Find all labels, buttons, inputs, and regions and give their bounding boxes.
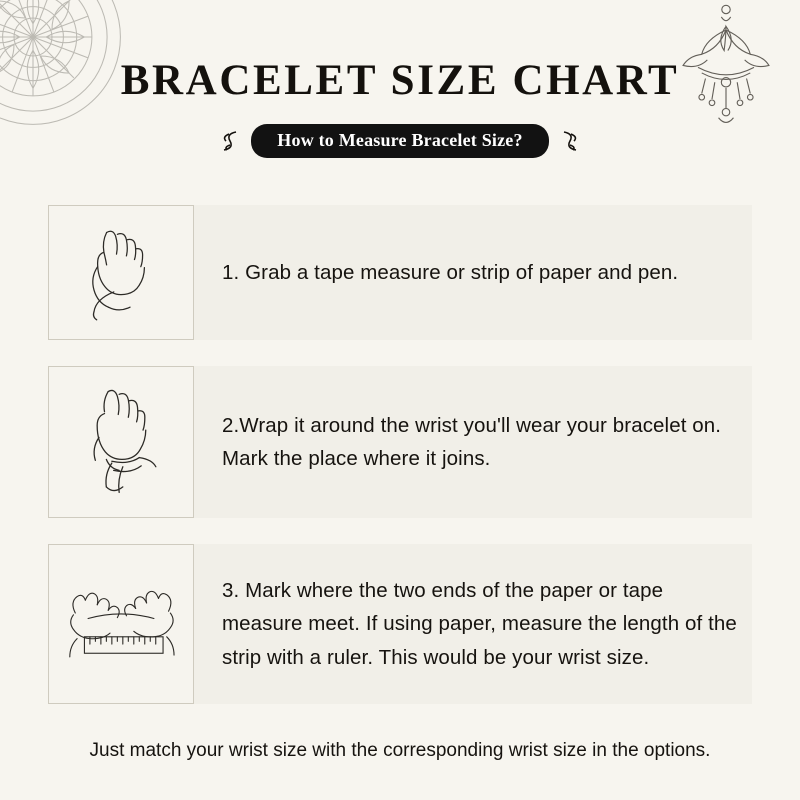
- page-title: BRACELET SIZE CHART: [120, 57, 680, 104]
- subtitle-pill: How to Measure Bracelet Size?: [251, 124, 548, 158]
- hand-wrapping-tape-around-wrist-illustration: [48, 366, 194, 518]
- subtitle-row: [0, 124, 800, 158]
- step-text: 2.Wrap it around the wrist you'll wear your bracelet on. Mark the place where it joins.: [222, 413, 722, 470]
- list-item: [0, 544, 800, 704]
- flourish-icon: [558, 128, 584, 154]
- flourish-icon: [216, 128, 242, 154]
- hand-with-tape-measure-illustration: [48, 205, 194, 340]
- list-item: [0, 366, 800, 518]
- steps-list: [0, 205, 800, 730]
- hands-measuring-paper-strip-with-ruler-illustration: [48, 544, 194, 704]
- step-text: 1. Grab a tape measure or strip of paper and pen.: [222, 260, 679, 284]
- step-text: 3. Mark where the two ends of the paper or tape measure meet. If using paper, measure the length of the strip with a ruler. This would be your wrist size.: [222, 579, 737, 669]
- footer-note: Just match your wrist size with the corresponding wrist size in the options.: [89, 740, 711, 761]
- list-item: [0, 205, 800, 340]
